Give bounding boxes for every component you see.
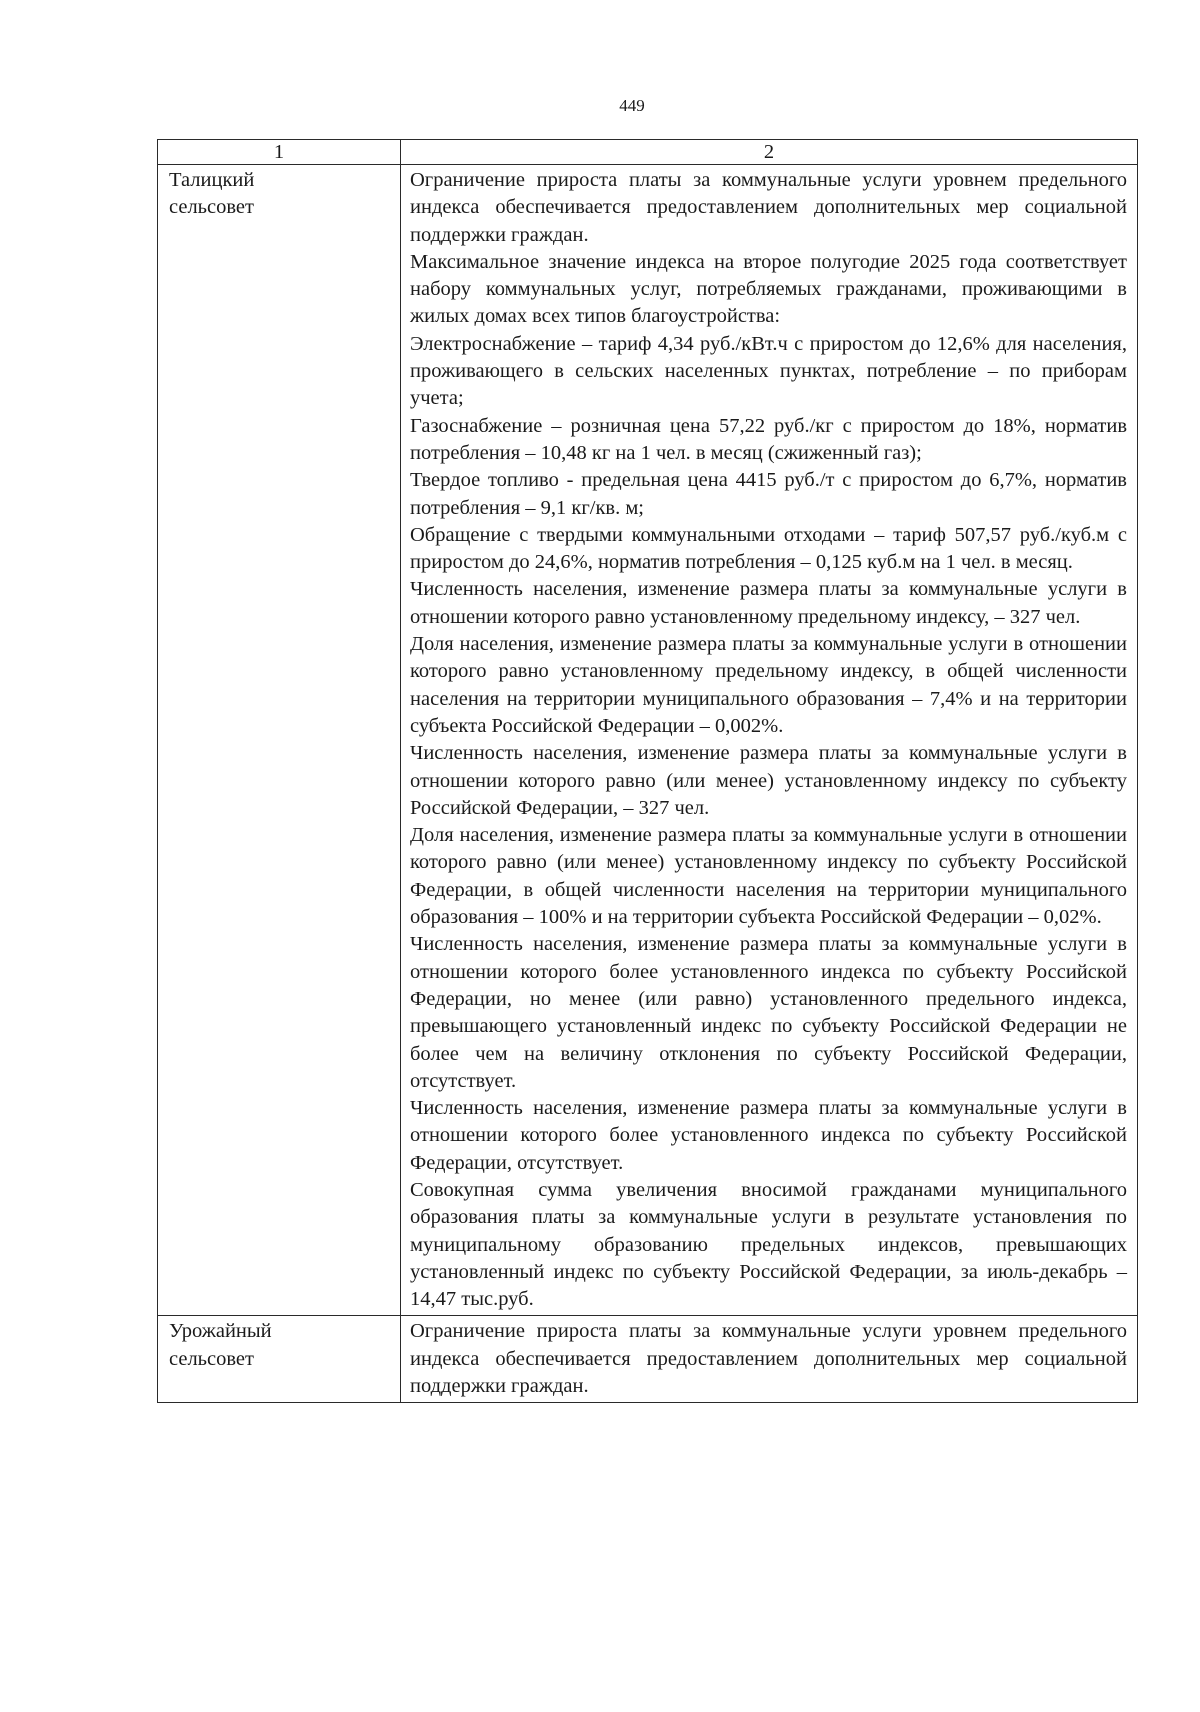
municipality-name-line: Урожайный bbox=[169, 1320, 272, 1343]
paragraph: Численность населения, изменение размера платы за коммунальные услуги в отношении которого более установленного индекса по субъекту Российской Федерации, но менее (или равно) установленного предельного индекса, превышающего установленный индекс по субъекту Российской Федерации не более чем на величину отклонения по субъекту Российской Федерации, отсутствует. bbox=[410, 933, 1127, 1092]
column-header-2: 2 bbox=[401, 140, 1138, 165]
paragraph: Доля населения, изменение размера платы за коммунальные услуги в отношении которого равно установленному предельному индексу, в общей численности населения на территории муниципального образования – 7,4% и на территории субъекта Российской Федерации – 0,002%. bbox=[410, 633, 1127, 737]
paragraph: Численность населения, изменение размера платы за коммунальные услуги в отношении которого равно (или менее) установленному индексу по субъекту Российской Федерации, – 327 чел. bbox=[410, 742, 1127, 819]
paragraph: Численность населения, изменение размера платы за коммунальные услуги в отношении которого равно установленному предельному индексу, – 327 чел. bbox=[410, 578, 1127, 628]
table-row-urozhainy bbox=[158, 1316, 1138, 1403]
table-row-talitsky bbox=[158, 165, 1138, 1316]
page-number: 449 bbox=[619, 96, 645, 115]
paragraph: Обращение с твердыми коммунальными отходами – тариф 507,57 руб./куб.м с приростом до 24,6%, норматив потребления – 0,125 куб.м на 1 чел. в месяц. bbox=[410, 523, 1127, 574]
description-cell bbox=[401, 165, 1138, 1316]
index-table bbox=[157, 139, 1138, 1403]
paragraph: Газоснабжение – розничная цена 57,22 руб./кг с приростом до 18%, норматив потребления – 10,48 кг на 1 чел. в месяц (сжиженный газ); bbox=[410, 414, 1127, 464]
paragraph: Максимальное значение индекса на второе полугодие 2025 года соответствует набору коммунальных услуг, потребляемых гражданами, проживающими в жилых домах всех типов благоустройства: bbox=[410, 250, 1127, 328]
paragraph: Ограничение прироста платы за коммунальные услуги уровнем предельного индекса обеспечивается предоставлением дополнительных мер социальной поддержки граждан. bbox=[410, 1320, 1127, 1398]
paragraph: Численность населения, изменение размера платы за коммунальные услуги в отношении которого более установленного индекса по субъекту Российской Федерации, отсутствует. bbox=[410, 1097, 1127, 1174]
paragraph: Твердое топливо - предельная цена 4415 руб./т с приростом до 6,7%, норматив потребления – 9,1 кг/кв. м; bbox=[410, 469, 1127, 519]
paragraph: Доля населения, изменение размера платы за коммунальные услуги в отношении которого равно (или менее) установленному индексу по субъекту Российской Федерации, в общей численности населения на территории муниципального образования – 100% и на территории субъекта Российской Федерации – 0,02%. bbox=[410, 824, 1127, 929]
municipality-name-line: сельсовет bbox=[169, 196, 254, 219]
table-header-row bbox=[158, 140, 1138, 165]
municipality-name-line: сельсовет bbox=[169, 1347, 254, 1370]
paragraph: Совокупная сумма увеличения вносимой гражданами муниципального образования платы за коммунальные услуги в результате установления по муниципальному образованию предельных индексов, превышающих установленный индекс по субъекту Российской Федерации, за июль-декабрь – 14,47 тыс.руб. bbox=[410, 1178, 1127, 1311]
description-cell bbox=[401, 1316, 1138, 1403]
paragraph: Ограничение прироста платы за коммунальные услуги уровнем предельного индекса обеспечивается предоставлением дополнительных мер социальной поддержки граждан. bbox=[410, 169, 1127, 246]
column-header-1: 1 bbox=[158, 140, 401, 165]
municipality-name-line: Талицкий bbox=[169, 169, 255, 191]
paragraph: Электроснабжение – тариф 4,34 руб./кВт.ч с приростом до 12,6% для населения, проживающего в сельских населенных пунктах, потребление – по приборам учета; bbox=[410, 332, 1127, 410]
municipality-cell bbox=[158, 1316, 401, 1403]
municipality-cell bbox=[158, 165, 401, 1316]
